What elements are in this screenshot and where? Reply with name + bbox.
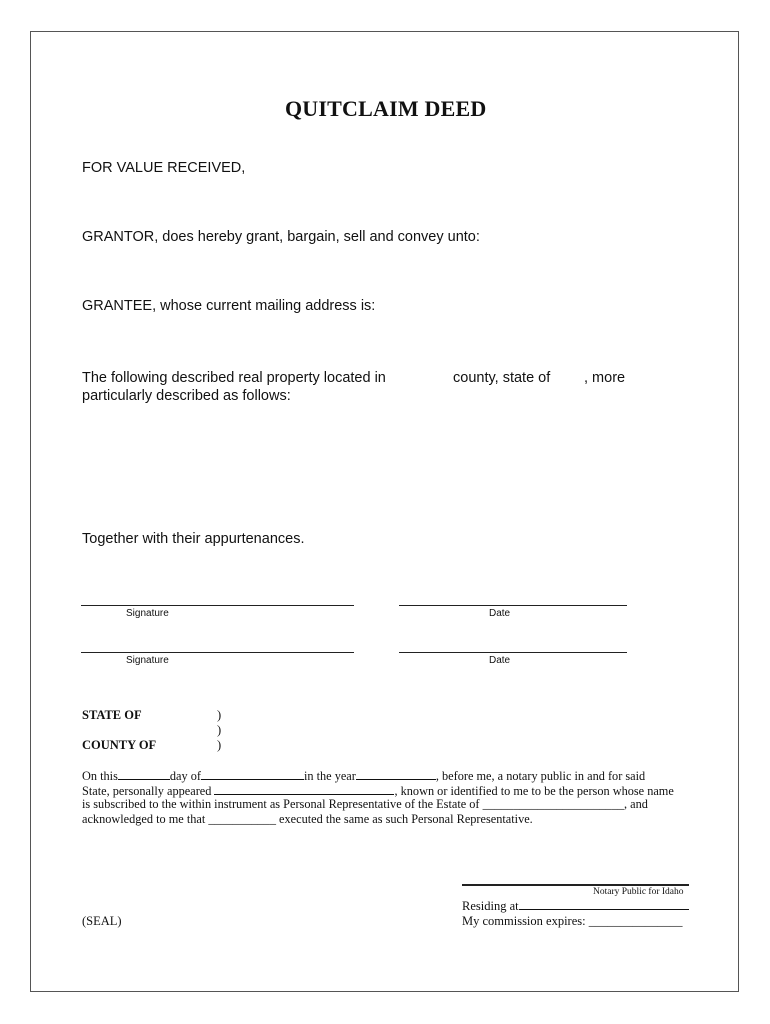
notary-year-blank[interactable] bbox=[356, 767, 436, 780]
notary-appeared-blank[interactable] bbox=[214, 782, 394, 795]
residing-at-label bbox=[462, 898, 689, 914]
date-label-1: Date bbox=[489, 608, 511, 619]
notary-on-this: On this bbox=[82, 769, 118, 783]
notary-signature-line[interactable] bbox=[462, 884, 689, 886]
notary-personally-appeared: State, personally appeared bbox=[82, 784, 212, 798]
document-page bbox=[30, 31, 739, 992]
venue-paren-3: ) bbox=[217, 738, 222, 752]
notary-month-blank[interactable] bbox=[201, 767, 304, 780]
seal-label: (SEAL) bbox=[82, 914, 122, 928]
notary-line-4: acknowledged to me that ___________ executed the same as such Personal Representative. bbox=[82, 812, 533, 826]
notary-in-the-year: in the year bbox=[303, 769, 356, 783]
signature-label-1: Signature bbox=[126, 608, 169, 619]
notary-known-identified: , known or identified to me to be the person whose name bbox=[394, 784, 674, 798]
property-clause-part1: The following described real property located in bbox=[82, 370, 386, 386]
grantor-clause: GRANTOR, does hereby grant, bargain, sell and convey unto: bbox=[82, 229, 480, 245]
county-of-label: COUNTY OF bbox=[82, 738, 157, 752]
for-value-received: FOR VALUE RECEIVED, bbox=[82, 160, 246, 176]
grantee-clause: GRANTEE, whose current mailing address is: bbox=[82, 298, 376, 314]
state-of-label: STATE OF bbox=[82, 708, 142, 722]
property-clause-part3: , more bbox=[584, 370, 626, 386]
appurtenances-clause: Together with their appurtenances. bbox=[82, 531, 305, 547]
notary-before-me: , before me, a notary public in and for said bbox=[435, 769, 646, 783]
property-clause-line2: particularly described as follows: bbox=[82, 388, 291, 404]
residing-at-text: Residing at bbox=[462, 899, 519, 913]
commission-expires: My commission expires: _______________ bbox=[462, 914, 683, 928]
notary-line-3: is subscribed to the within instrument as Personal Representative of the Estate of _______________________, and bbox=[82, 797, 648, 811]
signature-line-2[interactable] bbox=[81, 652, 354, 653]
signature-label-2: Signature bbox=[126, 655, 169, 666]
date-line-2[interactable] bbox=[399, 652, 627, 653]
property-clause-part2: county, state of bbox=[453, 370, 551, 386]
residing-at-blank[interactable] bbox=[519, 898, 689, 910]
document-title: QUITCLAIM DEED bbox=[285, 96, 487, 121]
notary-day-blank[interactable] bbox=[118, 767, 170, 780]
venue-paren-2: ) bbox=[217, 723, 222, 737]
signature-line-1[interactable] bbox=[81, 605, 354, 606]
notary-public-label: Notary Public for Idaho bbox=[593, 887, 684, 897]
venue-paren-1: ) bbox=[217, 708, 222, 722]
notary-day-of: day of bbox=[169, 769, 201, 783]
date-label-2: Date bbox=[489, 655, 511, 666]
date-line-1[interactable] bbox=[399, 605, 627, 606]
